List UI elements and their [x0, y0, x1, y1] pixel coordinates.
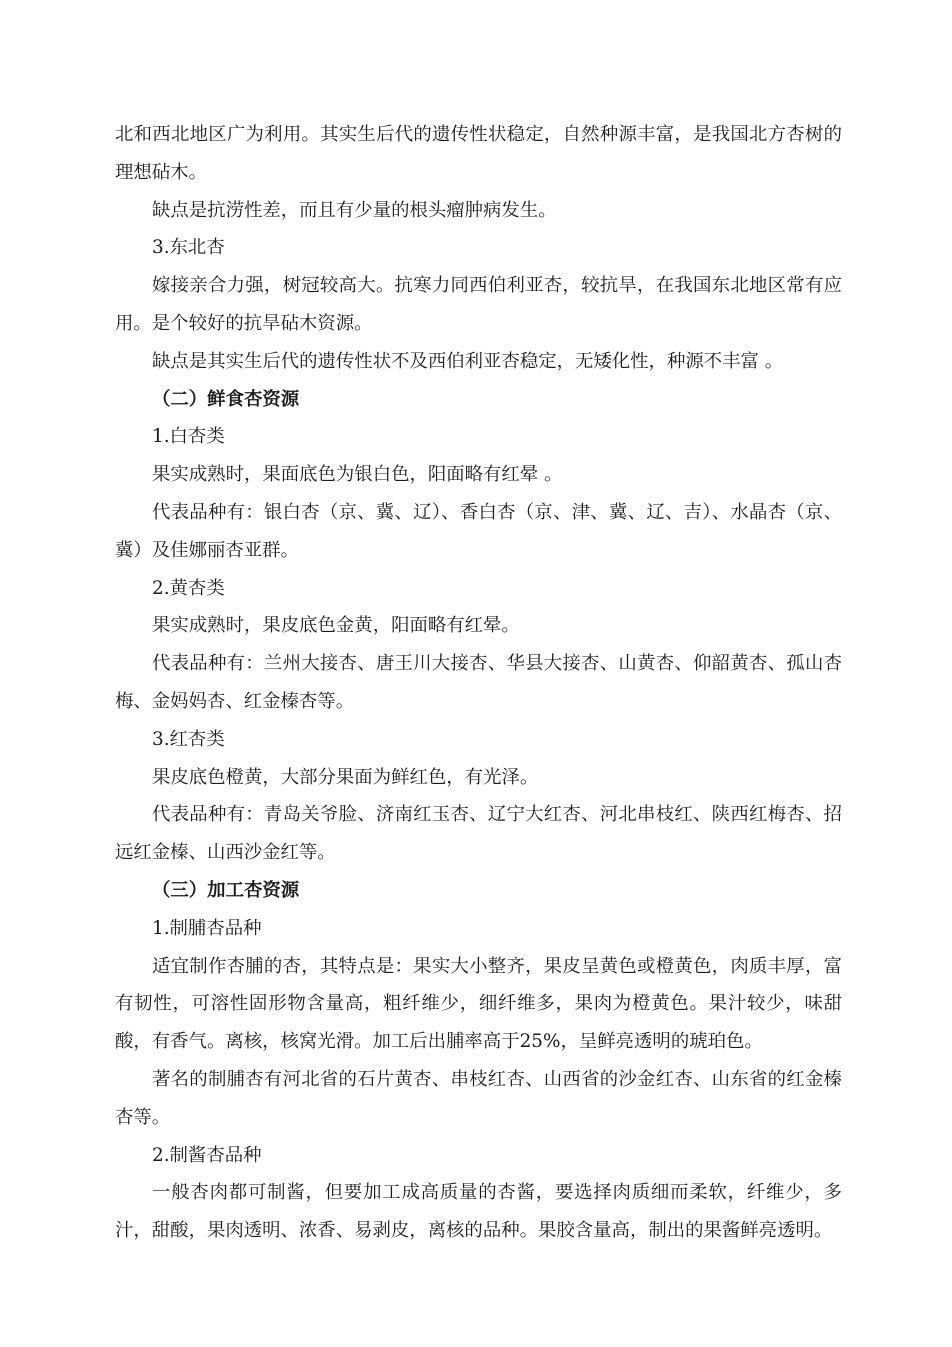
subsection-title: 1.制脯杏品种: [152, 917, 262, 939]
paragraph: 缺点是其实生后代的遗传性状不及西伯利亚杏稳定，无矮化性，种源不丰富 。: [152, 350, 784, 372]
subsection-title: 2.黄杏类: [152, 577, 225, 599]
subsection-title: 2.制酱杏品种: [152, 1144, 262, 1166]
subsection-title: 3.东北杏: [152, 237, 225, 259]
paragraph: 代表品种有：银白杏（京、冀、辽）、香白杏（京、津、冀、辽、吉）、水晶杏（京、冀）及佳娜丽杏亚群。: [115, 501, 842, 561]
paragraph: 果实成熟时，果面底色为银白色，阳面略有红晕 。: [152, 464, 563, 486]
paragraph: 果实成熟时，果皮底色金黄，阳面略有红晕。: [152, 615, 520, 637]
paragraph: 一般杏肉都可制酱，但要加工成高质量的杏酱，要选择肉质细而柔软，纤维少，多汁，甜酸，果肉透明、浓香、易剥皮，离核的品种。果胶含量高，制出的果酱鲜亮透明。: [115, 1182, 842, 1242]
subsection-title: 1.白杏类: [152, 426, 225, 448]
document-body: [115, 116, 842, 1250]
paragraph: 著名的制脯杏有河北省的石片黄杏、串枝红杏、山西省的沙金红杏、山东省的红金榛杏等。: [115, 1068, 842, 1128]
paragraph: 缺点是抗涝性差，而且有少量的根头瘤肿病发生。: [152, 199, 557, 221]
paragraph: 代表品种有：青岛关爷脸、济南红玉杏、辽宁大红杏、河北串枝红、陕西红梅杏、招远红金榛、山西沙金红等。: [115, 804, 842, 864]
paragraph: 代表品种有：兰州大接杏、唐王川大接杏、华县大接杏、山黄杏、仰韶黄杏、孤山杏梅、金妈妈杏、红金榛杏等。: [115, 653, 842, 712]
section-heading: （三）加工杏资源: [152, 879, 300, 901]
paragraph: 适宜制作杏脯的杏，其特点是：果实大小整齐，果皮呈黄色或橙黄色，肉质丰厚，富有韧性，可溶性固形物含量高，粗纤维少，细纤维多，果肉为橙黄色。果汁较少，味甜酸，有香气。离核，核窝光滑。加工后出脯率高于25%，呈鲜亮透明的琥珀色。: [115, 955, 842, 1053]
subsection-title: 3.红杏类: [152, 728, 225, 750]
paragraph: 果皮底色橙黄，大部分果面为鲜红色，有光泽。: [152, 766, 539, 788]
paragraph: 北和西北地区广为利用。其实生后代的遗传性状稳定，自然种源丰富，是我国北方杏树的理想砧木。: [115, 124, 842, 183]
paragraph: 嫁接亲合力强，树冠较高大。抗寒力同西伯利亚杏，较抗旱，在我国东北地区常有应用。是个较好的抗旱砧木资源。: [115, 275, 842, 334]
section-heading: （二）鲜食杏资源: [152, 388, 300, 410]
